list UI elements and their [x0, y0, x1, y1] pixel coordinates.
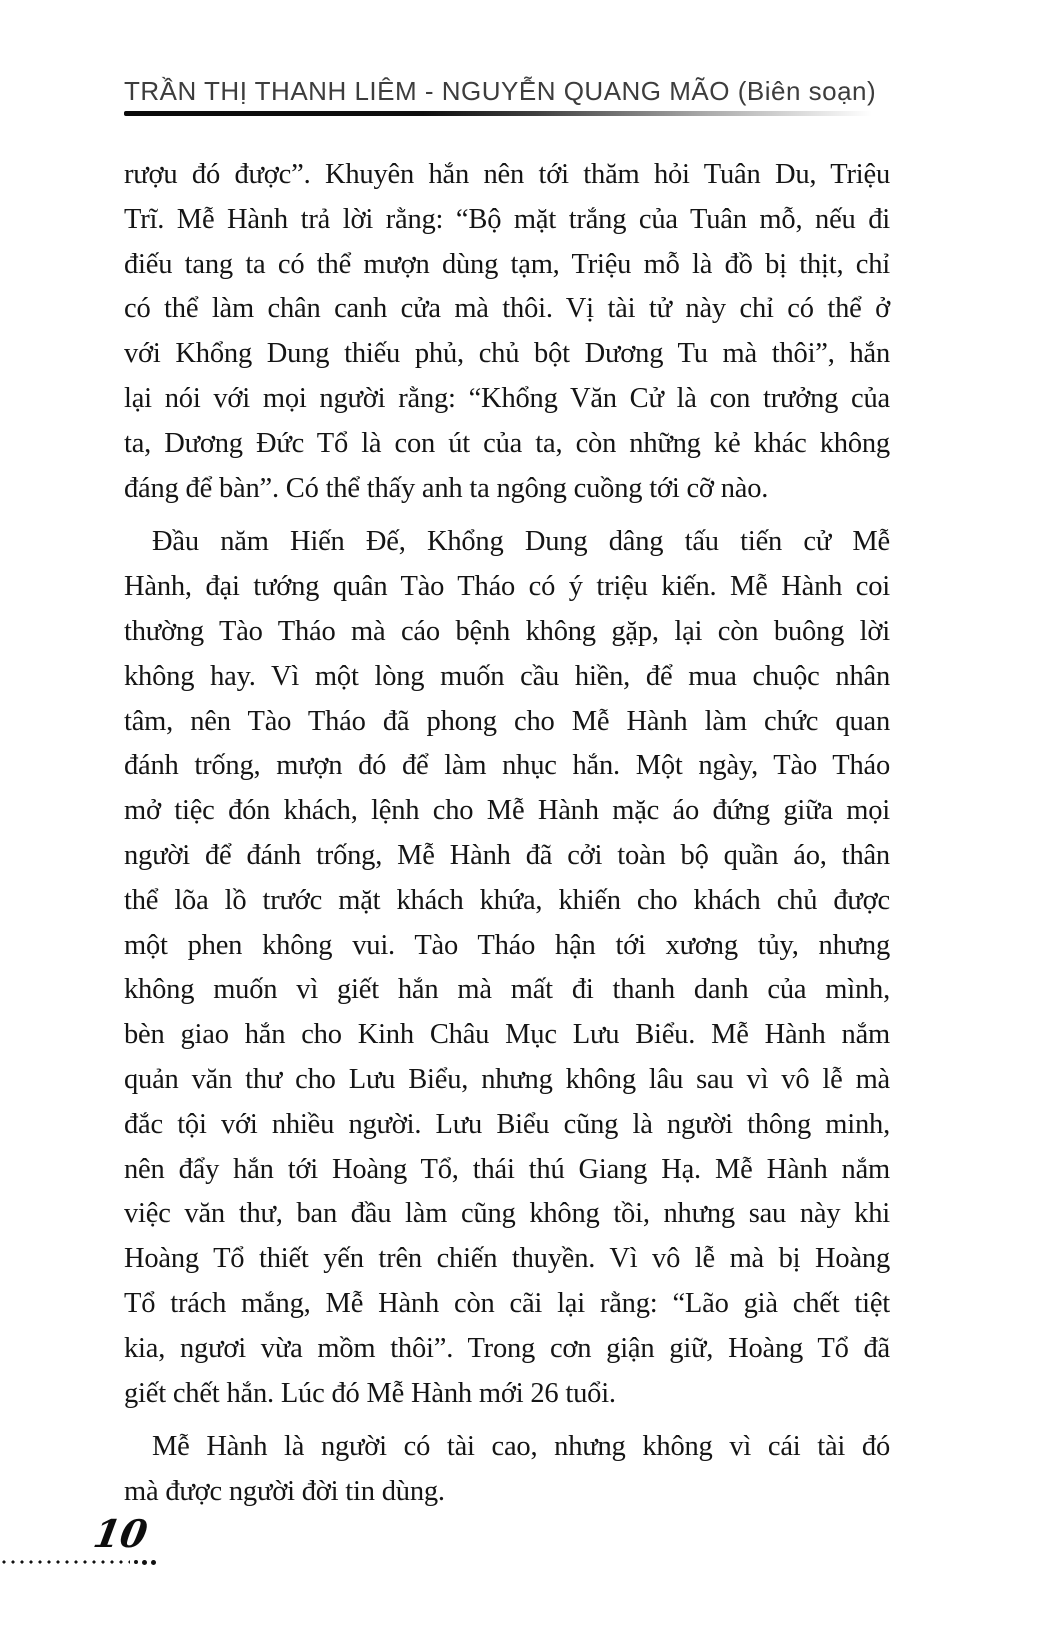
text-line: đáng để bàn”. Có thể thấy anh ta ngông cuồng tới cỡ nào.	[124, 472, 769, 504]
dotted-line	[0, 1558, 156, 1566]
text-line: thể lõa lồ trước mặt khách khứa, khiến cho khách chủ được	[124, 884, 890, 916]
text-line: quản văn thư cho Lưu Biểu, nhưng không lâu sau vì vô lễ mà	[124, 1063, 890, 1095]
text-line: một phen không vui. Tào Tháo hận tới xương tủy, nhưng	[124, 929, 890, 961]
text-line: Mễ Hành là người có tài cao, nhưng không vì cái tài đó	[152, 1431, 890, 1463]
text-line: mở tiệc đón khách, lệnh cho Mễ Hành mặc áo đứng giữa mọi	[124, 795, 890, 827]
text-line: đánh trống, mượn đó để làm nhục hắn. Một ngày, Tào Tháo	[124, 750, 890, 782]
paragraph	[124, 520, 890, 1416]
text-line: Trĩ. Mễ Hành trả lời rằng: “Bộ mặt trắng của Tuân mỗ, nếu đi	[124, 203, 890, 235]
text-line: việc văn thư, ban đầu làm cũng không tồi, nhưng sau này khi	[124, 1198, 890, 1230]
text-line: giết chết hắn. Lúc đó Mễ Hành mới 26 tuổi.	[124, 1377, 616, 1409]
text-line: Hành, đại tướng quân Tào Tháo có ý triệu kiến. Mễ Hành coi	[124, 571, 890, 603]
text-line: với Khổng Dung thiếu phủ, chủ bột Dương Tu mà thôi”, hắn	[124, 338, 890, 370]
header-rule	[124, 111, 872, 116]
text-line: người để đánh trống, Mễ Hành đã cởi toàn bộ quần áo, thân	[124, 839, 890, 871]
text-line: thường Tào Tháo mà cáo bệnh không gặp, lại còn buông lời	[124, 615, 890, 647]
dot-icon	[134, 1560, 138, 1564]
text-line: Tổ trách mắng, Mễ Hành còn cãi lại rằng: “Lão già chết tiệt	[124, 1287, 890, 1319]
running-head: TRẦN THỊ THANH LIÊM - NGUYỄN QUANG MÃO (Biên soạn)	[124, 76, 877, 106]
text-line: rượu đó được”. Khuyên hắn nên tới thăm hỏi Tuân Du, Triệu	[124, 159, 890, 190]
text-line: có thể làm chân canh cửa mà thôi. Vị tài tử này chỉ có thể ở	[124, 293, 890, 325]
text-line: bèn giao hắn cho Kinh Châu Mục Lưu Biểu. Mễ Hành nắm	[124, 1019, 890, 1051]
text-line: mà được người đời tin dùng.	[124, 1476, 445, 1508]
text-line: tâm, nên Tào Tháo đã phong cho Mễ Hành làm chức quan	[124, 705, 890, 737]
text-line: Đầu năm Hiến Đế, Khổng Dung dâng tấu tiến cử Mễ	[152, 526, 890, 558]
text-line: kia, ngươi vừa mồm thôi”. Trong cơn giận giữ, Hoàng Tổ đã	[124, 1332, 890, 1364]
text-line: không hay. Vì một lòng muốn cầu hiền, để mua chuộc nhân	[124, 660, 890, 692]
text-block	[124, 153, 890, 1515]
dot-icon	[142, 1560, 147, 1565]
text-line: lại nói với mọi người rằng: “Khổng Văn Cử là con trưởng của	[124, 382, 890, 414]
text-line: ta, Dương Đức Tổ là con út của ta, còn những kẻ khác không	[124, 427, 890, 459]
text-line: Hoàng Tổ thiết yến trên chiến thuyền. Vì vô lễ mà bị Hoàng	[124, 1243, 890, 1275]
text-line: điếu tang ta có thể mượn dùng tạm, Triệu mỗ là đồ bị thịt, chỉ	[124, 248, 890, 280]
dot-icon	[151, 1560, 156, 1565]
dotted-line-small-dots	[0, 1558, 130, 1566]
paragraph	[124, 1425, 890, 1515]
text-line: đắc tội với nhiều người. Lưu Biểu cũng là người thông minh,	[124, 1108, 890, 1140]
page-number: 10	[90, 1511, 151, 1556]
text-line: nên đẩy hắn tới Hoàng Tổ, thái thú Giang Hạ. Mễ Hành nắm	[124, 1153, 890, 1185]
text-line: không muốn vì giết hắn mà mất đi thanh danh của mình,	[124, 974, 890, 1006]
paragraph	[124, 153, 890, 511]
